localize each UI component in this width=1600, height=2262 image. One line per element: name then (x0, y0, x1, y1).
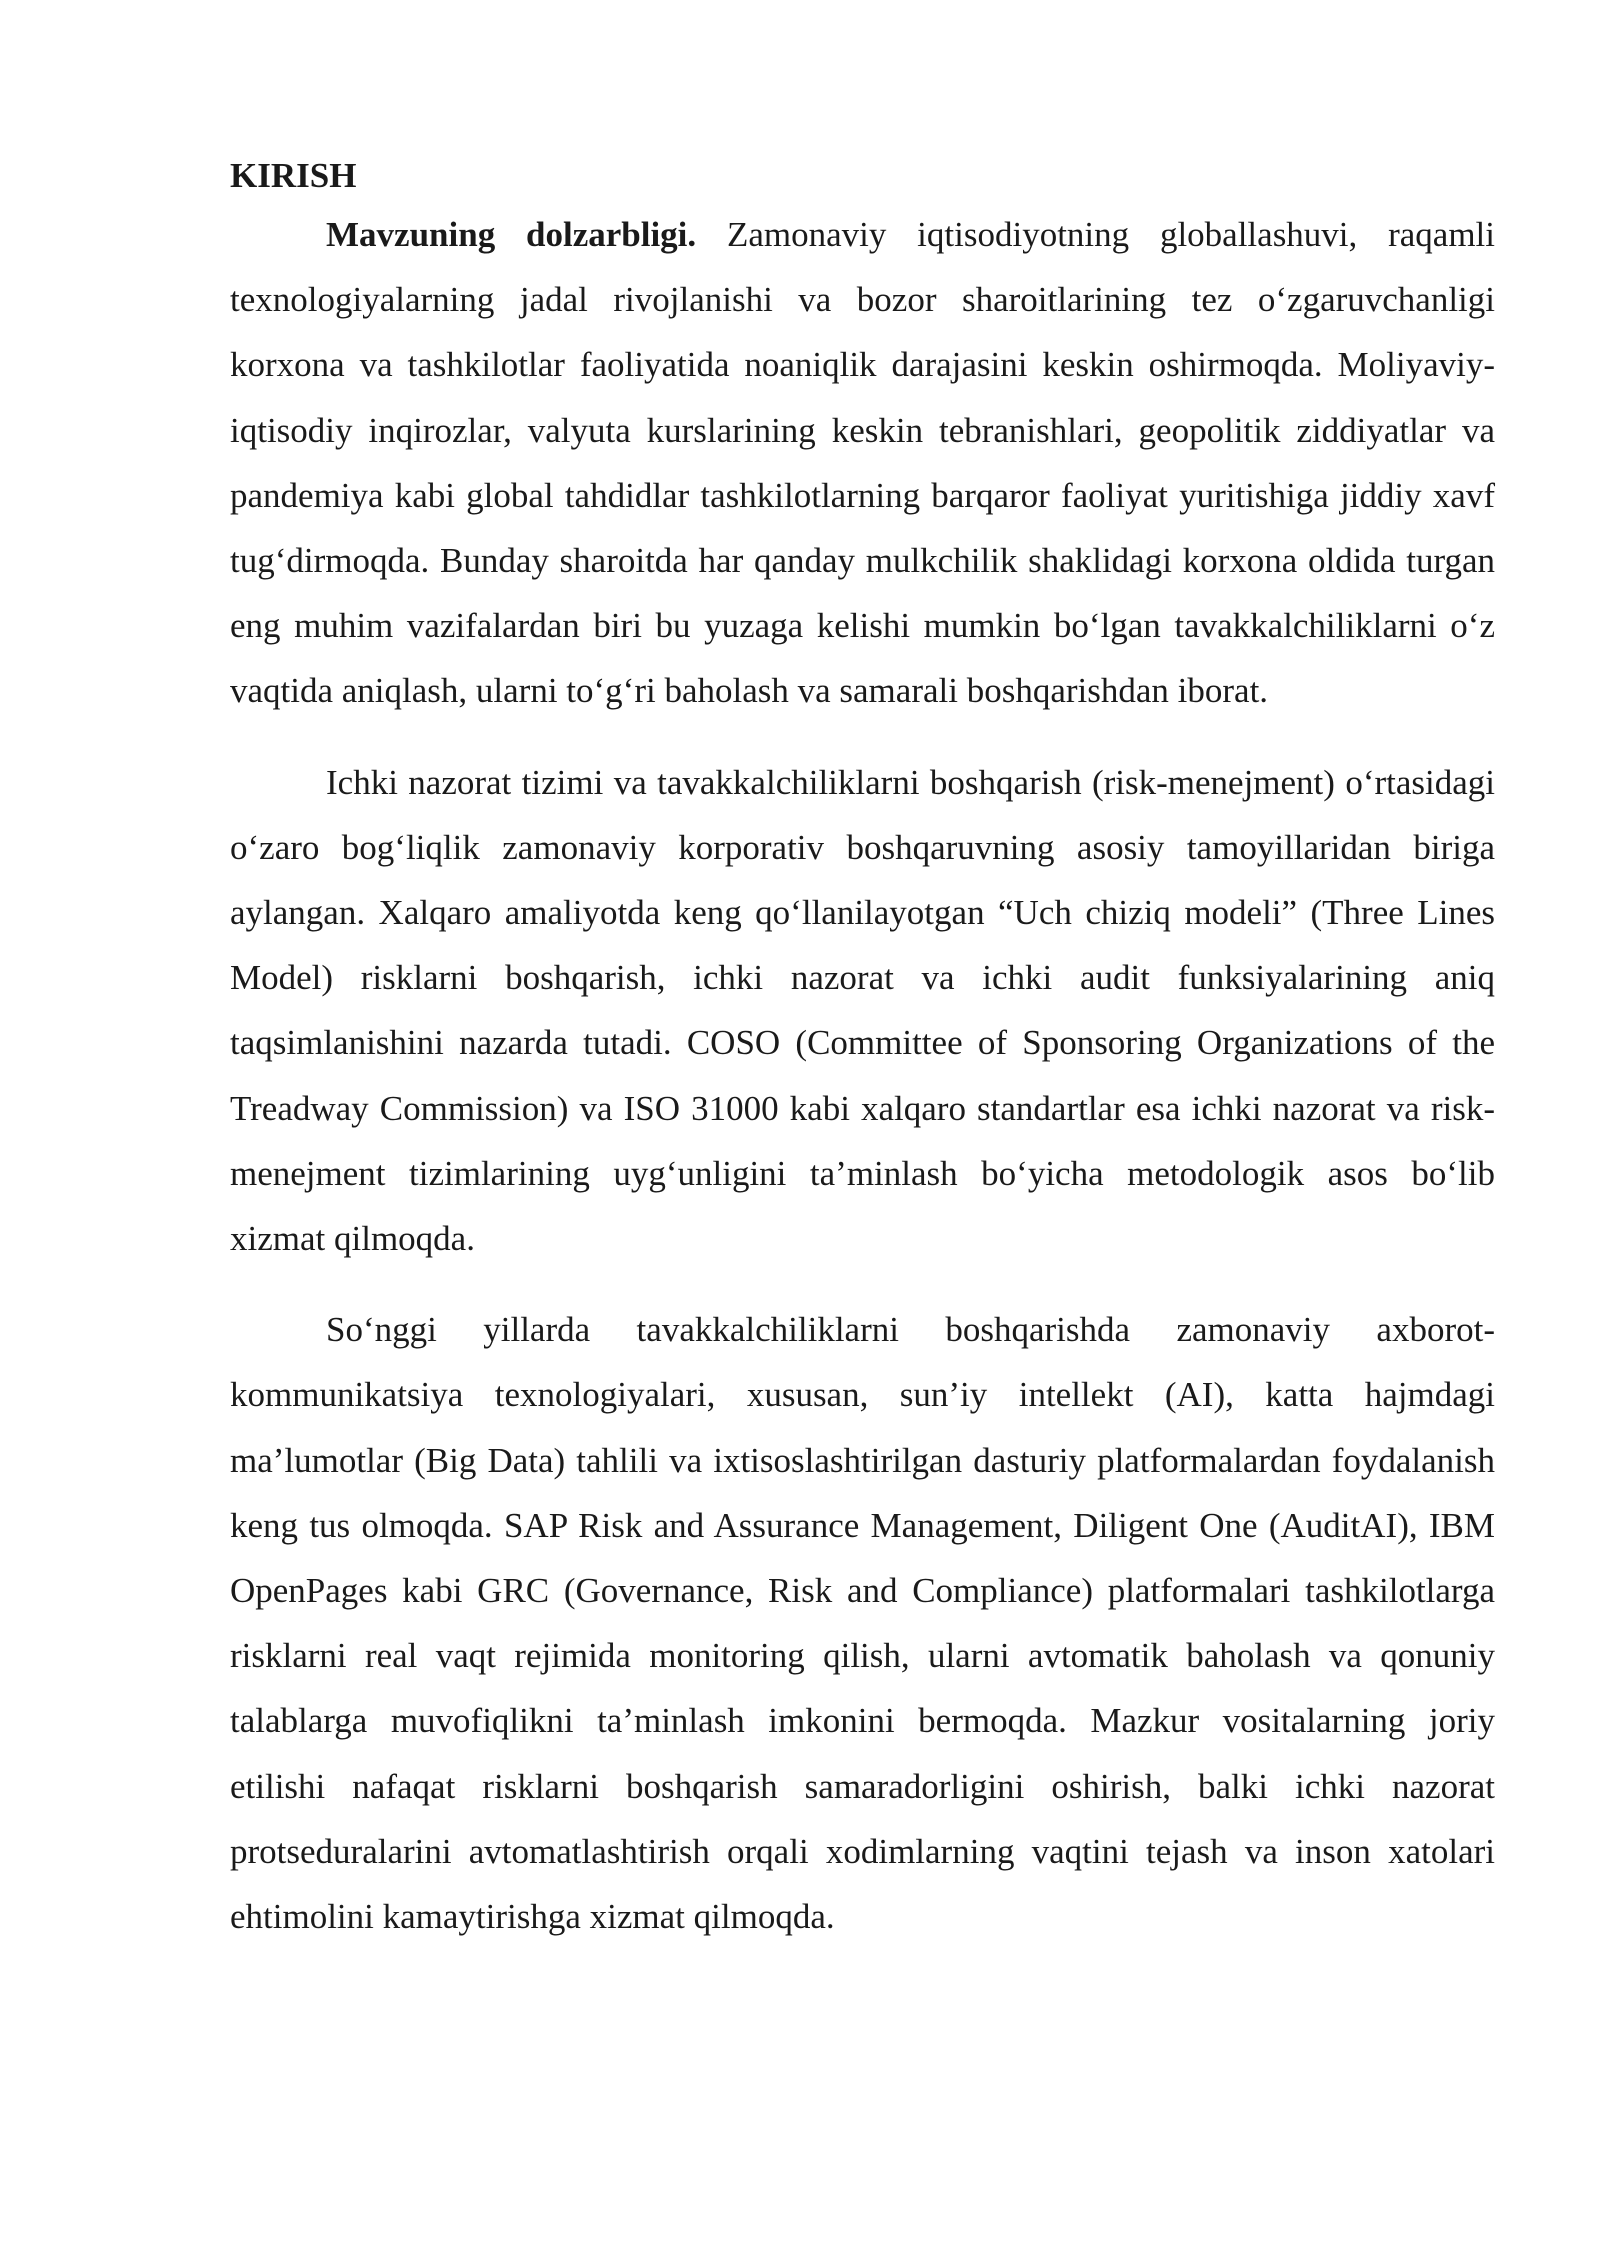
paragraph-internal-control (230, 750, 1495, 1272)
paragraph-text: Ichki nazorat tizimi va tavakkalchiliklarni boshqarish (risk-menejment) o‘rtasidagi o‘zaro bog‘liqlik zamonaviy korporativ boshqaruvning asosiy tamoyillaridan biriga aylangan. Xalqaro amaliyotda keng qo‘llanilayotgan “Uch chiziq modeli” (Three Lines Model) risklarni boshqarish, ichki nazorat va ichki audit funksiyalarining aniq taqsimlanishini nazarda tutadi. COSO (Committee of Sponsoring Organizations of the Treadway Commission) va ISO 31000 kabi xalqaro standartlar esa ichki nazorat va risk-menejment tizimlarining uyg‘unligini ta’minlash bo‘yicha metodologik asos bo‘lib xizmat qilmoqda. (230, 762, 1495, 1259)
paragraph-text: Zamonaviy iqtisodiyotning globallashuvi, raqamli texnologiyalarning jadal rivojlanishi va bozor sharoitlarining tez o‘zgaruvchanligi korxona va tashkilotlar faoliyatida noaniqlik darajasini keskin oshirmoqda. Moliyaviy-iqtisodiy inqirozlar, valyuta kurslarining keskin tebranishlari, geopolitik ziddiyatlar va pandemiya kabi global tahdidlar tashkilotlarning barqaror faoliyat yuritishiga jiddiy xavf tug‘dirmoqda. Bunday sharoitda har qanday mulkchilik shaklidagi korxona oldida turgan eng muhim vazifalardan biri bu yuzaga kelishi mumkin bo‘lgan tavakkalchiliklarni o‘z vaqtida aniqlash, ularni to‘g‘ri baholash va samarali boshqarishdan iborat. (230, 215, 1495, 711)
paragraph-lead: Mavzuning dolzarbligi. (326, 215, 697, 254)
paragraph-text: So‘nggi yillarda tavakkalchiliklarni boshqarishda zamonaviy axborot-kommunikatsiya texnologiyalari, xususan, sun’iy intellekt (AI), katta hajmdagi ma’lumotlar (Big Data) tahlili va ixtisoslashtirilgan dasturiy platformalardan foydalanish keng tus olmoqda. SAP Risk and Assurance Management, Diligent One (AuditAI), IBM OpenPages kabi GRC (Governance, Risk and Compliance) platformalari tashkilotlarga risklarni real vaqt rejimida monitoring qilish, ularni avtomatik baholash va qonuniy talablarga muvofiqlikni ta’minlash imkonini bermoqda. Mazkur vositalarning joriy etilishi nafaqat risklarni boshqarish samaradorligini oshirish, balki ichki nazorat protseduralarini avtomatlashtirish orqali xodimlarning vaqtini tejash va inson xatolari ehtimolini kamaytirishga xizmat qilmoqda. (230, 1310, 1495, 1937)
paragraph-relevance (230, 202, 1495, 724)
paragraph-technologies (230, 1297, 1495, 1949)
document-body (230, 150, 1495, 1949)
section-heading: KIRISH (230, 156, 357, 195)
